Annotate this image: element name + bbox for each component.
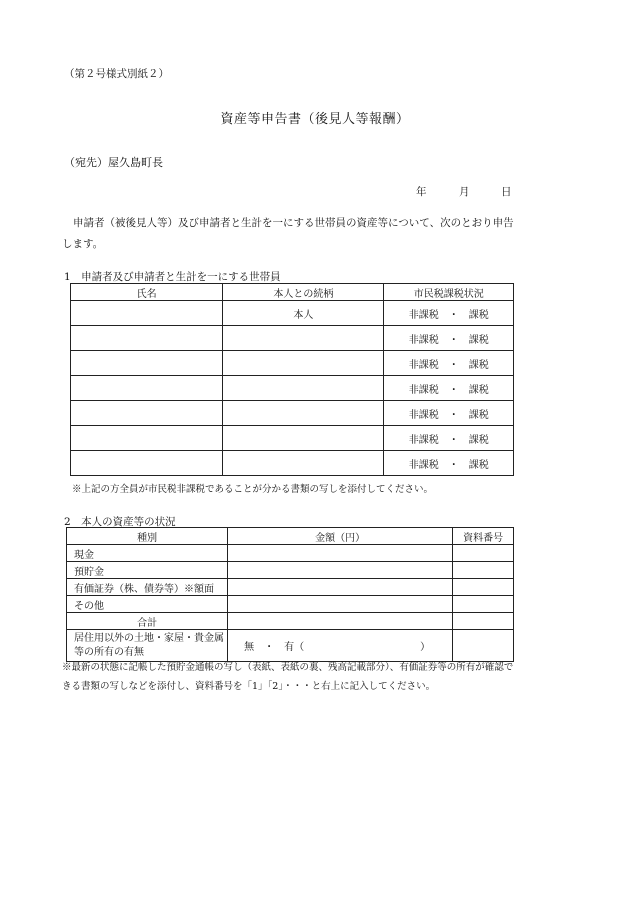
relation-cell[interactable]: 本人	[223, 301, 384, 326]
name-cell[interactable]	[71, 426, 223, 451]
relation-cell[interactable]	[223, 376, 384, 401]
household-header-row	[71, 284, 514, 301]
tax-status-cell[interactable]: 非課税 ・ 課税	[384, 451, 514, 476]
document-number-cell[interactable]	[453, 562, 514, 579]
table-row	[71, 451, 514, 476]
name-cell[interactable]	[71, 301, 223, 326]
amount-cell[interactable]	[228, 596, 453, 613]
header-relation: 本人との続柄	[223, 284, 384, 301]
tax-status-cell[interactable]: 非課税 ・ 課税	[384, 401, 514, 426]
header-amount: 金額（円）	[228, 528, 453, 545]
total-document-number-cell[interactable]	[453, 613, 514, 630]
table-row	[71, 326, 514, 351]
amount-cell[interactable]	[228, 579, 453, 596]
tax-status-cell[interactable]: 非課税 ・ 課税	[384, 376, 514, 401]
section2-note: ※最新の状態に記帳した預貯金通帳の写し（表紙、表紙の裏、残高記載部分）、有価証券等の所有が確認できる書類の写しなどを添付し、資料番号を「1」「2」・・・と右上に記入してください。	[62, 662, 514, 692]
date-year-label: 年	[416, 186, 427, 198]
table-row	[71, 426, 514, 451]
table-row	[71, 301, 514, 326]
name-cell[interactable]	[71, 351, 223, 376]
intro-paragraph: 申請者（被後見人等）及び申請者と生計を一にする世帯員の資産等について、次のとおり申告します。	[62, 217, 514, 250]
total-amount-cell[interactable]	[228, 613, 453, 630]
addressee: （宛先）屋久島町長	[64, 156, 163, 169]
date-day-label: 日	[501, 186, 512, 198]
relation-cell[interactable]	[223, 351, 384, 376]
assets-header-row	[67, 528, 514, 545]
tax-status-cell[interactable]: 非課税 ・ 課税	[384, 426, 514, 451]
assets-table	[66, 527, 514, 662]
amount-cell[interactable]	[228, 545, 453, 562]
header-document-number: 資料番号	[453, 528, 514, 545]
tax-status-cell[interactable]: 非課税 ・ 課税	[384, 326, 514, 351]
relation-cell[interactable]	[223, 401, 384, 426]
asset-kind-cell: 現金	[67, 545, 228, 562]
table-row	[67, 596, 514, 613]
form-number: （第２号様式別紙２）	[64, 68, 169, 80]
document-number-cell[interactable]	[453, 579, 514, 596]
realty-choice-cell[interactable]	[228, 630, 453, 662]
asset-kind-cell: 有価証券（株、債券等）※額面	[67, 579, 228, 596]
relation-cell[interactable]	[223, 451, 384, 476]
table-row	[71, 351, 514, 376]
name-cell[interactable]	[71, 401, 223, 426]
header-tax-status: 市民税課税状況	[384, 284, 514, 301]
name-cell[interactable]	[71, 326, 223, 351]
total-label: 合計	[67, 613, 228, 630]
tax-status-cell[interactable]: 非課税 ・ 課税	[384, 351, 514, 376]
header-name: 氏名	[71, 284, 223, 301]
tax-status-cell[interactable]: 非課税 ・ 課税	[384, 301, 514, 326]
table-row	[67, 562, 514, 579]
header-kind: 種別	[67, 528, 228, 545]
total-row	[67, 613, 514, 630]
asset-kind-cell: 預貯金	[67, 562, 228, 579]
realty-choice[interactable]: 無 ・ 有（	[244, 642, 305, 653]
asset-kind-cell: その他	[67, 596, 228, 613]
relation-cell[interactable]	[223, 326, 384, 351]
date-month-label: 月	[459, 186, 470, 198]
realty-row	[67, 630, 514, 662]
document-number-cell[interactable]	[453, 545, 514, 562]
name-cell[interactable]	[71, 376, 223, 401]
amount-cell[interactable]	[228, 562, 453, 579]
realty-document-number-cell[interactable]	[453, 630, 514, 662]
household-table	[70, 283, 514, 476]
section1-note: ※上記の方全員が市民税非課税であることが分かる書類の写しを添付してください。	[72, 484, 434, 495]
realty-close-paren: ）	[420, 642, 431, 653]
relation-cell[interactable]	[223, 426, 384, 451]
table-row	[67, 545, 514, 562]
document-title: 資産等申告書（後見人等報酬）	[220, 112, 410, 127]
document-number-cell[interactable]	[453, 596, 514, 613]
table-row	[71, 376, 514, 401]
name-cell[interactable]	[71, 451, 223, 476]
section2-heading: 2 本人の資産等の状況	[64, 516, 176, 528]
table-row	[71, 401, 514, 426]
realty-label: 居住用以外の土地・家屋・貴金属等の所有の有無	[67, 630, 228, 662]
table-row	[67, 579, 514, 596]
section1-heading: 1 申請者及び申請者と生計を一にする世帯員	[64, 271, 281, 283]
